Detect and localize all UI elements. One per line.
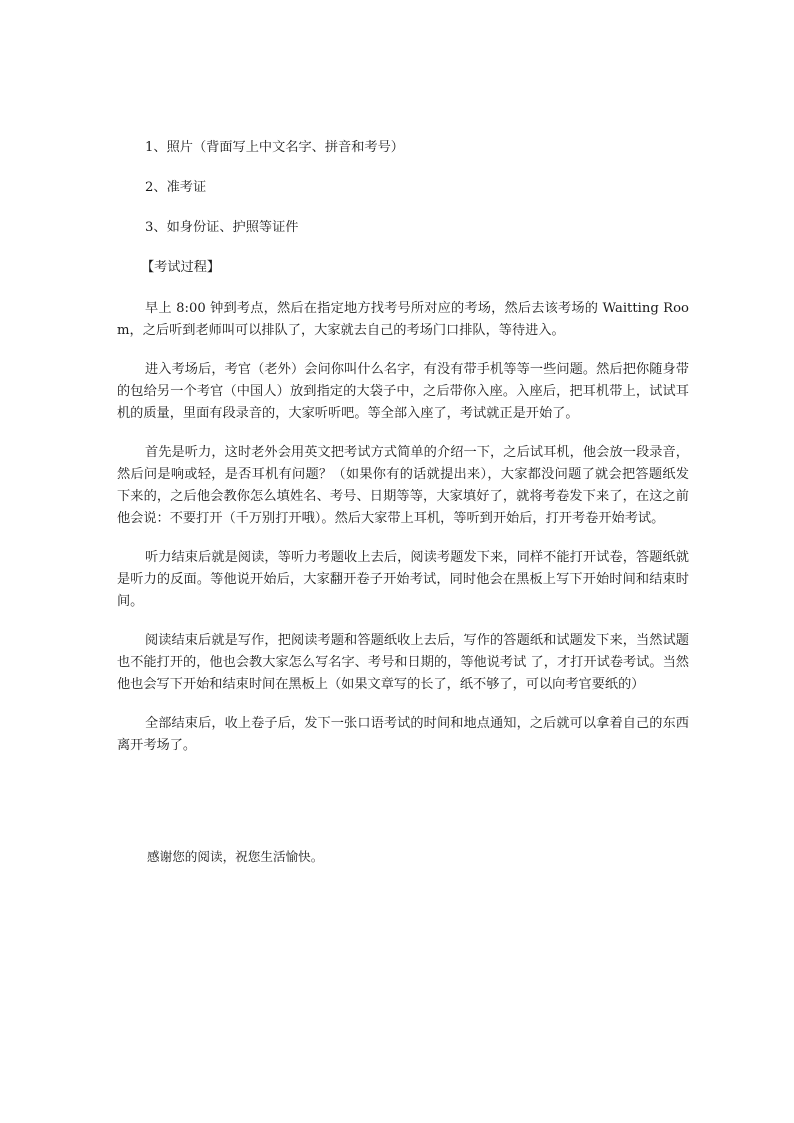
- closing-note: 感谢您的阅读，祝您生活愉快。: [147, 849, 324, 864]
- required-item-admission-ticket: 2、准考证: [145, 180, 207, 195]
- document-body: [117, 138, 689, 774]
- paragraph-entering-room: 进入考场后，考官（老外）会问你叫什么名字，有没有带手机等等一些问题。然后把你随身带的包给另一个考官（中国人）放到指定的大袋子中，之后带你入座。入座后，把耳机带上，试试耳机的质量，里面有段录音的，大家听听吧。等全部入座了，考试就正是开始了。: [117, 362, 689, 421]
- section-heading-exam-process: 【考试过程】: [141, 260, 221, 275]
- paragraph-writing: 阅读结束后就是写作，把阅读考题和答题纸收上去后，写作的答题纸和试题发下来，当然试题也不能打开的，他也会教大家怎么写名字、考号和日期的，等他说考试 了，才打开试卷考试。当然他也会写下开始和结束时间在黑板上（如果文章写的长了，纸不够了，可以向考官要纸的）: [117, 633, 689, 692]
- required-item-photo: 1、照片（背面写上中文名字、拼音和考号）: [145, 140, 404, 155]
- paragraph-arrival: 早上 8:00 钟到考点，然后在指定地方找考号所对应的考场，然后去该考场的 Waitting Room，之后听到老师叫可以排队了，大家就去自己的考场门口排队，等待进入。: [117, 301, 689, 338]
- paragraph-finish: 全部结束后，收上卷子后，发下一张口语考试的时间和地点通知，之后就可以拿着自己的东西离开考场了。: [117, 716, 689, 753]
- paragraph-reading: 听力结束后就是阅读，等听力考题收上去后，阅读考题发下来，同样不能打开试卷，答题纸就是听力的反面。等他说开始后，大家翻开卷子开始考试，同时他会在黑板上写下开始时间和结束时间。: [117, 550, 689, 609]
- required-item-id-documents: 3、如身份证、护照等证件: [145, 220, 299, 235]
- paragraph-listening: 首先是听力，这时老外会用英文把考试方式简单的介绍一下，之后试耳机，他会放一段录音，然后问是响或轻，是否耳机有问题？（如果你有的话就提出来），大家都没问题了就会把答题纸发下来的，之后他会教你怎么填姓名、考号、日期等等，大家填好了，就将考卷发下来了，在这之前他会说：不要打开（千万别打开哦）。然后大家带上耳机，等听到开始后，打开考卷开始考试。: [117, 445, 689, 526]
